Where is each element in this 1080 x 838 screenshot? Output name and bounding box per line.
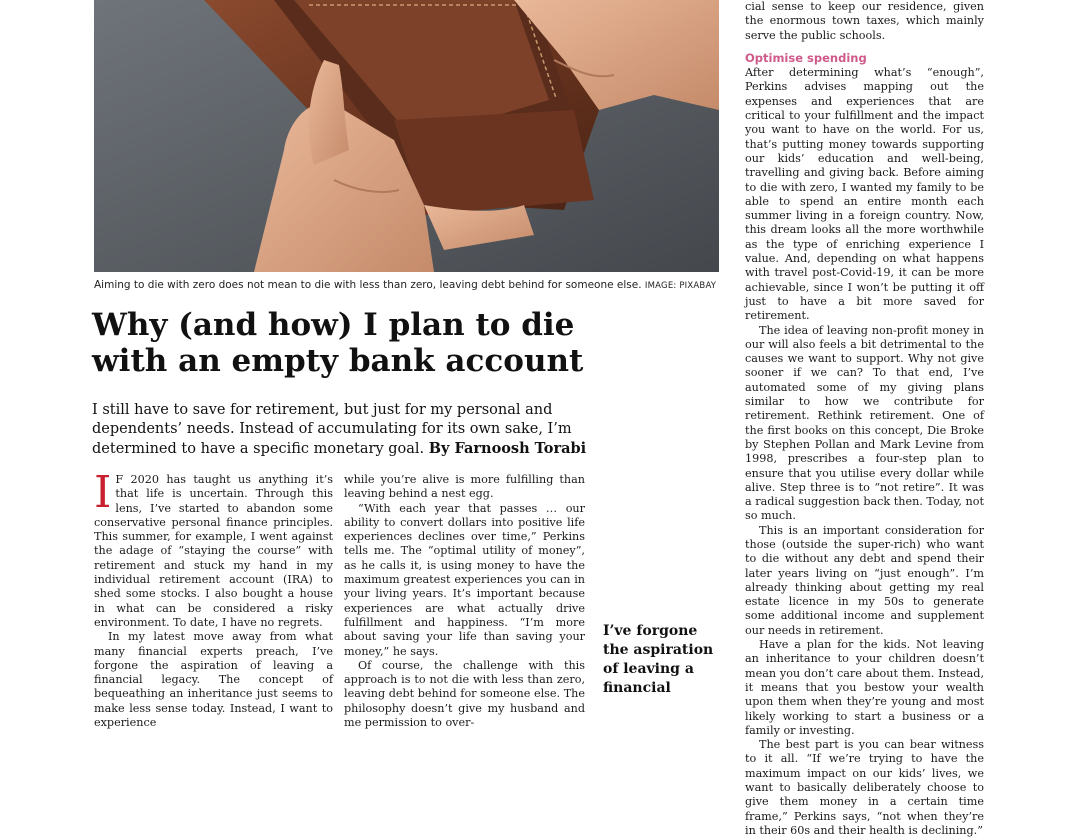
article-column-2 [344,473,585,730]
column-3-paragraph: Have a plan for the kids. Not leaving an inheritance to your children doesn’t mean you don’t care about them. Instead, it means that you bestow your wealth upon them when they’re young and most likely working to start a business or a family or investing. [745,638,984,737]
column-1-paragraph [94,467,333,630]
standfirst-text: I still have to save for retirement, but just for my personal and dependents’ needs. Instead of accumulating for its own sake, I’m determined to have a specific monetary goal. [92,402,572,457]
pull-quote: I’ve forgone the aspiration of leaving a financial [603,623,714,696]
article-photo [94,0,719,272]
empty-wallet-photo-illustration [94,0,719,272]
section-subhead: Optimise spending [745,50,867,65]
paragraph-text: F 2020 has taught us anything it’s that life is uncertain. Through this lens, I’ve started to abandon some conservative personal finance principles. This summer, for example, I went against the adage of “staying the course” with retirement and stuck my hand in my individual retirement account (IRA) to shed some stocks. I also bought a house in what can be considered a risky environment. To date, I have no regrets. [94,473,333,629]
drop-cap: I [94,467,112,518]
column-2-paragraph: “With each year that passes … our ability to convert dollars into positive life experiences declines over time,” Perkins tells me. The “optimal utility of money”, as he calls it, is using money to have the maximum greatest experiences you can in your living years. It’s important because experiences are what actually drive fulfillment and happiness. “I’m more about saving your life than saving your money,” he says. [344,501,585,658]
column-1-paragraph: In my latest move away from what many financial experts preach, I’ve forgone the aspiration of leaving a financial legacy. The concept of bequeathing an inheritance just seems to make less sense today. Instead, I want to experience [94,630,333,730]
column-3-paragraph: After determining what’s “enough”, Perkins advises mapping out the expenses and experiences that are critical to your fulfillment and the impact you want to have on the world. For us, that’s putting money towards supporting our kids’ education and well-being, travelling and giving back. Before aiming to die with zero, I wanted my family to be able to spend an entire month each summer living in a foreign country. Now, this dream looks all the more worthwhile as the type of enriching experience I value. And, depending on what happens with travel post-Covid-19, it can be more achievable, since I won’t be putting it off just to have a bit more saved for retirement. [745,66,984,323]
column-3-paragraph: cial sense to keep our residence, given the enormous town taxes, which mainly serve the public schools. [745,0,984,42]
column-2-paragraph: while you’re alive is more fulfilling than leaving behind a nest egg. [344,473,585,501]
article-column-1 [94,467,333,730]
column-3-paragraph: This is an important consideration for those (outside the super-rich) who want to die without any debt and spend their later years living on “just enough”. I’m already thinking about getting my real estate licence in my 50s to generate some additional income and supplement our needs in retirement. [745,523,984,637]
caption-text: Aiming to die with zero does not mean to die with less than zero, leaving debt behind for someone else. [94,279,642,291]
column-2-paragraph: Of course, the challenge with this approach is to not die with less than zero, leaving debt behind for someone else. The philosophy doesn’t give my husband and me permission to over- [344,658,585,730]
photo-caption [94,278,719,293]
image-credit: IMAGE: PIXABAY [644,281,717,291]
column-3-paragraph: The best part is you can bear witness to it all. “If we’re trying to have the maximum impact on our kids’ lives, we want to basically deliberately choose to give them money in a certain time frame,” Perkins says, “not when they’re in their 60s and their health is declining.” [745,738,984,837]
article-column-3 [745,0,984,837]
column-3-paragraph: The idea of leaving non-profit money in our will also feels a bit detrimental to the causes we want to support. Why not give sooner if we can? To that end, I’ve automated some of my giving plans similar to how we contribute for retirement. Rethink retirement. One of the first books on this concept, Die Broke by Stephen Pollan and Mark Levine from 1998, prescribes a four-step plan to ensure that you utilise every dollar while alive. Step three is to “not retire”. It was a radical suggestion back then. Today, not so much. [745,323,984,523]
article-standfirst [92,401,622,459]
byline: By Farnoosh Torabi [428,440,587,457]
article-headline: Why (and how) I plan to die with an empty bank account [92,307,584,379]
